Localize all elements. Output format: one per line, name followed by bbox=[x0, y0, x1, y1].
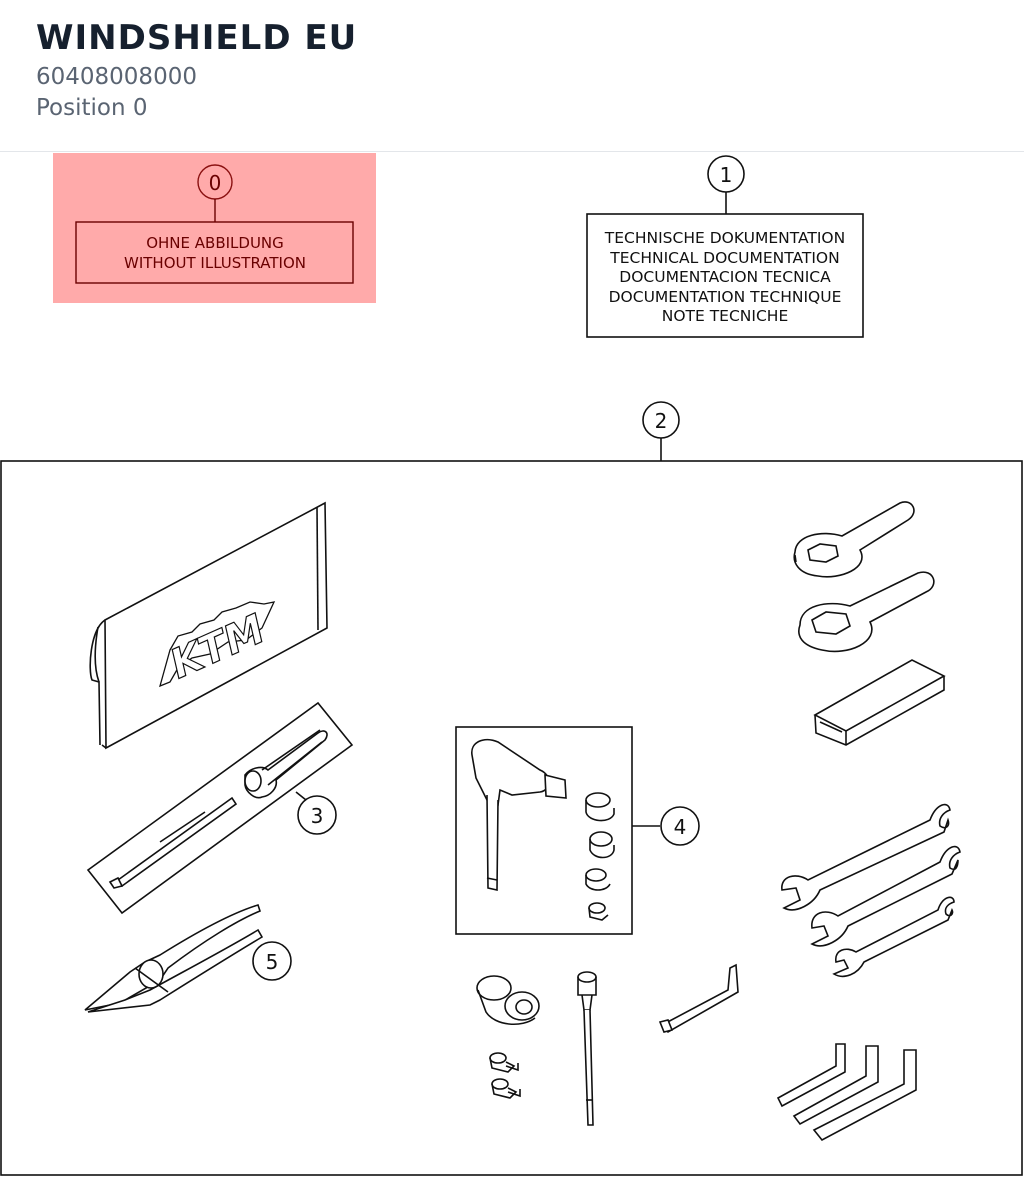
callout-4-group[interactable] bbox=[632, 807, 699, 845]
pouch-logo: KTM bbox=[163, 606, 272, 689]
tech-doc-line5: NOTE TECNICHE bbox=[661, 307, 789, 325]
callout-2-number: 2 bbox=[654, 409, 668, 433]
callout-4-number: 4 bbox=[673, 815, 687, 839]
open-spanners-drawing bbox=[782, 805, 960, 977]
callout-3-leader bbox=[296, 792, 306, 800]
no-illustration-line1: OHNE ABBILDUNG bbox=[146, 234, 284, 252]
callout-5-number: 5 bbox=[265, 950, 279, 974]
page-title: WINDSHIELD EU bbox=[36, 18, 358, 58]
hex-key-drawing bbox=[660, 965, 738, 1032]
tech-doc-line4: DOCUMENTATION TECHNIQUE bbox=[608, 288, 842, 306]
flat-tube-drawing bbox=[815, 660, 944, 745]
callout-0-group[interactable] bbox=[53, 153, 376, 303]
tool-pouch-drawing bbox=[90, 503, 327, 748]
position-label: Position 0 bbox=[36, 95, 148, 121]
callout-1-group[interactable] bbox=[587, 156, 863, 337]
part-number: 60408008000 bbox=[36, 64, 197, 90]
extension-bar-drawing bbox=[578, 972, 596, 1125]
callout-3-number: 3 bbox=[310, 804, 324, 828]
pliers-drawing bbox=[85, 905, 262, 1012]
socket-drawing bbox=[477, 976, 539, 1098]
callout-1-number: 1 bbox=[719, 163, 733, 187]
callout-5-group[interactable] bbox=[253, 942, 291, 980]
callout-3-group[interactable] bbox=[296, 792, 336, 834]
tech-doc-line3: DOCUMENTACION TECNICA bbox=[619, 268, 831, 286]
tech-doc-line1: TECHNISCHE DOKUMENTATION bbox=[604, 229, 846, 247]
no-illustration-line2: WITHOUT ILLUSTRATION bbox=[124, 254, 306, 272]
tech-doc-line2: TECHNICAL DOCUMENTATION bbox=[610, 249, 840, 267]
bit-kit-drawing bbox=[456, 727, 632, 934]
allen-keys-drawing bbox=[778, 1044, 916, 1140]
ring-spanner-drawing bbox=[794, 502, 934, 651]
callout-0-number: 0 bbox=[208, 171, 222, 195]
